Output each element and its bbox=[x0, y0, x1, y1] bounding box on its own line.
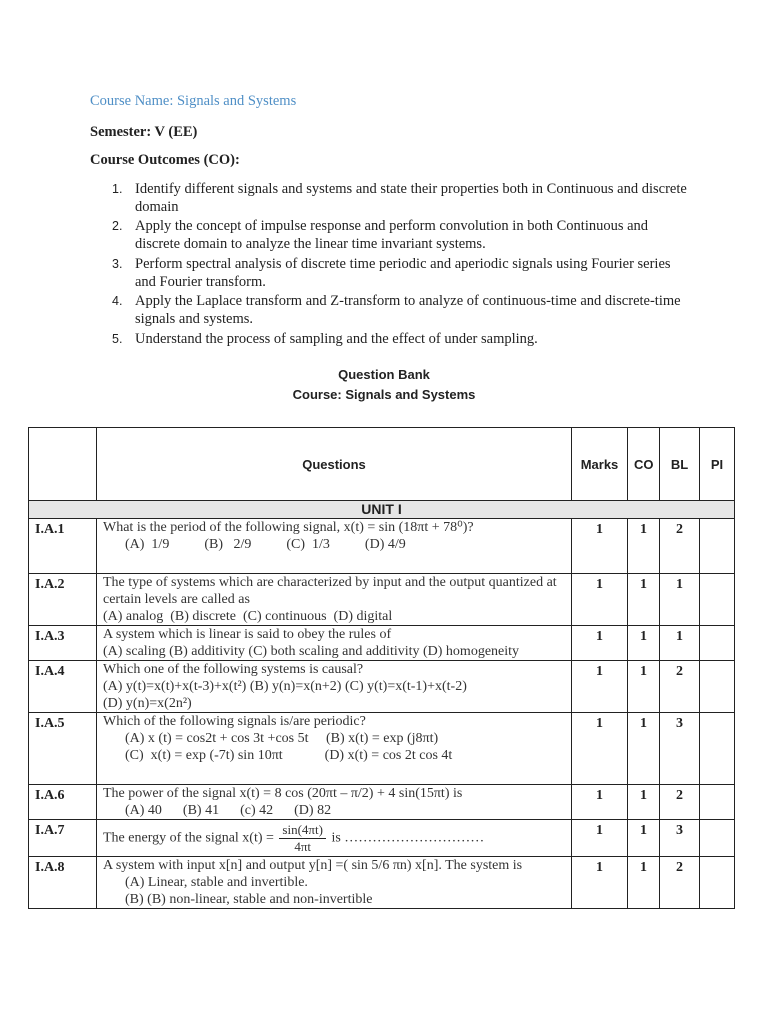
co-value: 1 bbox=[628, 661, 660, 713]
question-options: (A) analog (B) discrete (C) continuous (D) digital bbox=[103, 609, 393, 624]
marks-value: 1 bbox=[572, 626, 628, 661]
table-row bbox=[29, 574, 735, 626]
course-outcome-item bbox=[90, 255, 690, 291]
table-header-row bbox=[29, 428, 735, 501]
table-row bbox=[29, 820, 735, 857]
question-id: I.A.2 bbox=[29, 574, 97, 626]
question-id: I.A.1 bbox=[29, 519, 97, 574]
question-id: I.A.5 bbox=[29, 713, 97, 785]
course-outcome-item bbox=[90, 180, 690, 216]
co-text: Apply the concept of impulse response and perform convolution in both Continuous and discrete domain to analyze the linear time invariant systems. bbox=[135, 218, 649, 253]
question-text: The energy of the signal x(t) = bbox=[103, 830, 274, 846]
question-bank-title: Question Bank bbox=[338, 367, 430, 382]
question-options: (B) (B) non-linear, stable and non-invertible bbox=[125, 892, 373, 907]
table-row bbox=[29, 661, 735, 713]
course-outcome-item bbox=[90, 330, 690, 348]
question-id: I.A.8 bbox=[29, 857, 97, 909]
question-text: A system with input x[n] and output y[n] =( sin 5/6 πn) x[n]. The system is bbox=[103, 858, 523, 873]
question-options: (A) 1/9 (B) 2/9 (C) 1/3 (D) 4/9 bbox=[125, 537, 406, 552]
header-id-cell bbox=[29, 428, 97, 501]
question-text: What is the period of the following signal, x(t) = sin (18πt + 78⁰)? bbox=[103, 520, 474, 535]
bl-value: 3 bbox=[660, 713, 700, 785]
question-text-cell bbox=[97, 857, 572, 909]
marks-value: 1 bbox=[572, 820, 628, 857]
question-options: (A) scaling (B) additivity (C) both scaling and additivity (D) homogeneity bbox=[103, 644, 520, 659]
question-id: I.A.3 bbox=[29, 626, 97, 661]
bl-value: 3 bbox=[660, 820, 700, 857]
bl-value: 1 bbox=[660, 626, 700, 661]
header-marks: Marks bbox=[572, 428, 628, 501]
question-text-cell bbox=[97, 820, 572, 857]
course-outcome-item bbox=[90, 292, 690, 328]
co-text: Apply the Laplace transform and Z-transform to analyze of continuous-time and discrete-time signals and systems. bbox=[135, 293, 681, 328]
course-outcomes-title: Course Outcomes (CO): bbox=[90, 152, 240, 168]
table-row bbox=[29, 519, 735, 574]
pi-value bbox=[700, 519, 735, 574]
question-text-cell bbox=[97, 626, 572, 661]
fraction-denominator: 4πt bbox=[294, 838, 312, 854]
question-id: I.A.7 bbox=[29, 820, 97, 857]
question-options: (A) y(t)=x(t)+x(t-3)+x(t²) (B) y(n)=x(n+2) (C) y(t)=x(t-1)+x(t-2) bbox=[103, 679, 467, 694]
document-header bbox=[90, 93, 690, 169]
co-text: Perform spectral analysis of discrete time periodic and aperiodic signals using Fourier series and Fourier transform. bbox=[135, 255, 671, 290]
co-value: 1 bbox=[628, 713, 660, 785]
co-value: 1 bbox=[628, 820, 660, 857]
question-text: Which one of the following systems is causal? bbox=[103, 662, 364, 677]
question-text: A system which is linear is said to obey the rules of bbox=[103, 627, 392, 642]
question-options: (A) Linear, stable and invertible. bbox=[125, 875, 308, 890]
question-options: (D) y(n)=x(2n²) bbox=[103, 696, 192, 711]
bl-value: 2 bbox=[660, 857, 700, 909]
question-text: The type of systems which are characterized by input and the output quantized at certain levels are called as bbox=[103, 575, 557, 607]
energy-fraction bbox=[279, 822, 326, 855]
pi-value bbox=[700, 626, 735, 661]
pi-value bbox=[700, 785, 735, 820]
bl-value: 2 bbox=[660, 785, 700, 820]
marks-value: 1 bbox=[572, 574, 628, 626]
question-options: (C) x(t) = exp (-7t) sin 10πt (D) x(t) = cos 2t cos 4t bbox=[125, 748, 453, 763]
marks-value: 1 bbox=[572, 857, 628, 909]
question-bank-course: Course: Signals and Systems bbox=[292, 387, 476, 402]
table-row bbox=[29, 626, 735, 661]
question-text-cell bbox=[97, 519, 572, 574]
fraction-numerator: sin(4πt) bbox=[279, 822, 326, 839]
header-questions: Questions bbox=[97, 428, 572, 501]
question-options: (A) 40 (B) 41 (c) 42 (D) 82 bbox=[125, 803, 332, 818]
question-text-cell bbox=[97, 661, 572, 713]
question-table bbox=[28, 427, 735, 909]
semester: Semester: V (EE) bbox=[90, 124, 198, 140]
co-value: 1 bbox=[628, 785, 660, 820]
bl-value: 2 bbox=[660, 519, 700, 574]
question-text-cell bbox=[97, 574, 572, 626]
co-number: 2. bbox=[112, 219, 123, 234]
pi-value bbox=[700, 820, 735, 857]
course-name: Course Name: Signals and Systems bbox=[90, 93, 297, 109]
marks-value: 1 bbox=[572, 661, 628, 713]
marks-value: 1 bbox=[572, 519, 628, 574]
co-value: 1 bbox=[628, 626, 660, 661]
header-pi: PI bbox=[700, 428, 735, 501]
marks-value: 1 bbox=[572, 713, 628, 785]
unit-label: UNIT I bbox=[29, 501, 735, 519]
question-text-suffix: is ………………………… bbox=[331, 830, 485, 846]
bl-value: 1 bbox=[660, 574, 700, 626]
co-text: Identify different signals and systems and state their properties both in Continuous and discrete domain bbox=[135, 181, 687, 215]
question-id: I.A.6 bbox=[29, 785, 97, 820]
question-text-cell bbox=[97, 713, 572, 785]
co-number: 4. bbox=[112, 294, 123, 309]
table-row bbox=[29, 785, 735, 820]
pi-value bbox=[700, 574, 735, 626]
co-value: 1 bbox=[628, 857, 660, 909]
table-row bbox=[29, 857, 735, 909]
pi-value bbox=[700, 713, 735, 785]
pi-value bbox=[700, 857, 735, 909]
table-row bbox=[29, 713, 735, 785]
bl-value: 2 bbox=[660, 661, 700, 713]
header-bl: BL bbox=[660, 428, 700, 501]
course-outcome-item bbox=[90, 217, 690, 253]
co-number: 5. bbox=[112, 331, 123, 346]
co-value: 1 bbox=[628, 574, 660, 626]
course-outcomes-list bbox=[90, 180, 690, 349]
question-id: I.A.4 bbox=[29, 661, 97, 713]
question-text-cell bbox=[97, 785, 572, 820]
unit-row bbox=[29, 501, 735, 519]
question-options: (A) x (t) = cos2t + cos 3t +cos 5t (B) x(t) = exp (j8πt) bbox=[125, 731, 439, 746]
marks-value: 1 bbox=[572, 785, 628, 820]
co-number: 3. bbox=[112, 256, 123, 271]
question-text: The power of the signal x(t) = 8 cos (20πt – π/2) + 4 sin(15πt) is bbox=[103, 786, 463, 801]
question-text: Which of the following signals is/are periodic? bbox=[103, 714, 366, 729]
co-text: Understand the process of sampling and the effect of under sampling. bbox=[135, 330, 538, 347]
pi-value bbox=[700, 661, 735, 713]
header-co: CO bbox=[628, 428, 660, 501]
co-value: 1 bbox=[628, 519, 660, 574]
co-number: 1. bbox=[112, 182, 123, 196]
